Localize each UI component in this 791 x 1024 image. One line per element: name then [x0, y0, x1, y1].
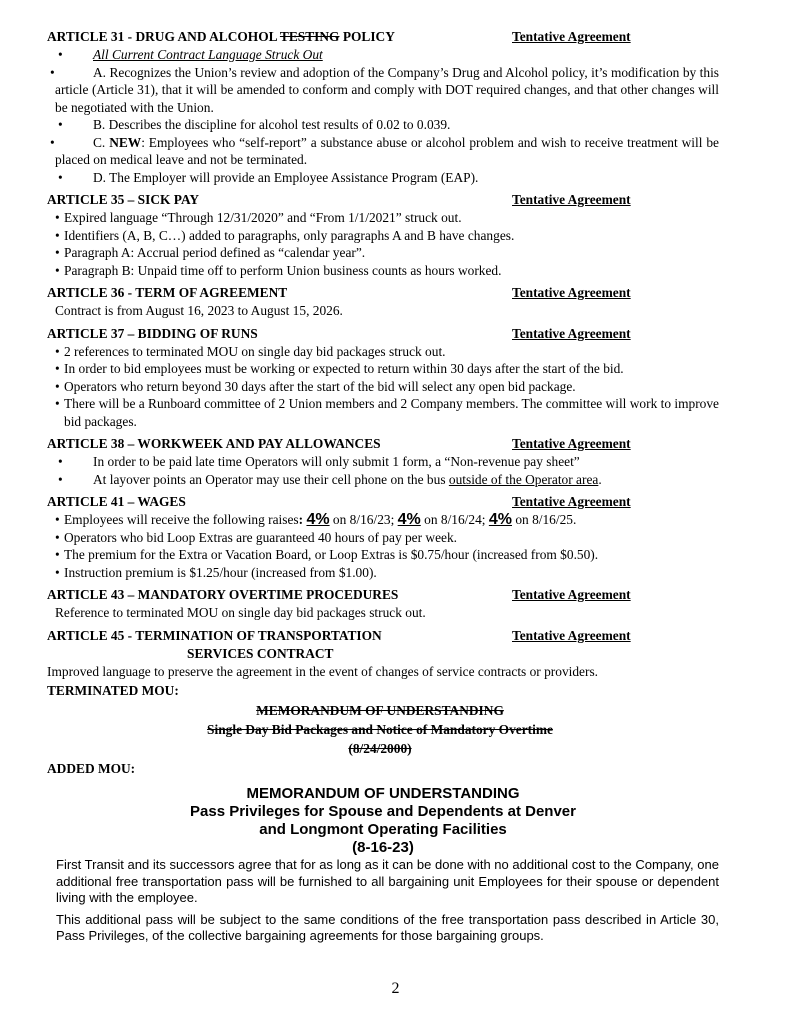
- bullet-icon: •: [55, 262, 60, 278]
- status-label: Tentative Agreement: [512, 627, 631, 643]
- item-text: Operators who return beyond 30 days after the start of the bid will select any open bid package.: [64, 378, 576, 394]
- item-text: C.: [93, 134, 110, 150]
- article-45: [47, 626, 719, 681]
- struck-word: TESTING: [279, 29, 340, 44]
- article-title: ARTICLE 41 – WAGES: [47, 494, 186, 509]
- article-title: ARTICLE 35 – SICK PAY: [47, 192, 200, 207]
- bullet-icon: •: [55, 210, 60, 225]
- article-header: [47, 434, 719, 453]
- article-title: ARTICLE 37 – BIDDING OF RUNS: [47, 325, 258, 341]
- bullet-icon: •: [55, 343, 60, 359]
- article-header: [47, 492, 719, 511]
- article-title: ARTICLE 45 - TERMINATION OF TRANSPORTATION: [47, 627, 382, 643]
- bullet-icon: •: [55, 547, 60, 562]
- bullet-icon: •: [55, 361, 60, 376]
- list-item: [47, 529, 719, 547]
- bullet-icon: •: [58, 471, 63, 487]
- bullet-icon: •: [58, 117, 63, 132]
- article-title: ARTICLE 38 – WORKWEEK AND PAY ALLOWANCES: [47, 436, 381, 451]
- title-text: POLICY: [339, 29, 395, 44]
- list-item: [47, 227, 719, 245]
- item-text: A. Recognizes the Union’s review and adoption of the Company’s Drug and Alcohol policy, it’s modification by this article (Article 31), that it will be amended to conform and comply with DOT required changes, and that other changes will be negotiated with the Union.: [55, 64, 719, 115]
- status-label: Tentative Agreement: [512, 494, 631, 509]
- item-text: In order to be paid late time Operators will only submit 1 form, a “Non-revenue pay sheet”: [93, 454, 580, 469]
- underlined-text: outside of the Operator area: [448, 471, 599, 487]
- article-36: [47, 283, 719, 320]
- status-label: Tentative Agreement: [512, 29, 631, 44]
- article-35: [47, 190, 719, 279]
- list-item: [47, 209, 719, 227]
- raise-percent: 4%: [306, 511, 330, 528]
- item-text: In order to bid employees must be working or expected to return within 30 days after the start of the bid.: [64, 361, 624, 376]
- bullet-icon: •: [55, 245, 60, 260]
- item-text: : Employees who “self-report” a substance abuse or alcohol problem and wish to receive treatment will be placed on medical leave and not be terminated.: [55, 134, 719, 167]
- bullet-icon: •: [55, 227, 60, 243]
- article-41: [47, 492, 719, 581]
- mou-title-line: and Longmont Operating Facilities: [259, 821, 507, 838]
- article-text: Reference to terminated MOU on single day bid packages struck out.: [55, 605, 426, 620]
- list-item: [47, 511, 719, 529]
- item-text: Paragraph B: Unpaid time off to perform Union business counts as hours worked.: [64, 262, 502, 278]
- status-label: Tentative Agreement: [512, 285, 631, 300]
- article-title: ARTICLE 43 – MANDATORY OVERTIME PROCEDURES: [47, 587, 399, 602]
- page-number: 2: [391, 980, 400, 997]
- terminated-mou-title: [41, 701, 719, 758]
- bullet-icon: •: [58, 454, 63, 469]
- list-item: [47, 360, 719, 378]
- terminated-mou-label: TERMINATED MOU:: [47, 683, 179, 698]
- item-text: Expired language “Through 12/31/2020” and “From 1/1/2021” struck out.: [64, 210, 462, 225]
- title-text: ARTICLE 31 - DRUG AND ALCOHOL: [47, 29, 280, 44]
- bullet-icon: •: [55, 512, 60, 527]
- bullet-icon: •: [55, 529, 60, 545]
- article-title: ARTICLE 36 - TERM OF AGREEMENT: [47, 285, 288, 300]
- item-text: Paragraph A: Accrual period defined as “calendar year”.: [64, 245, 366, 260]
- raise-date: on 8/16/25.: [511, 512, 577, 527]
- mou-title-line: MEMORANDUM OF UNDERSTANDING: [246, 785, 520, 802]
- list-item: [47, 64, 719, 117]
- bullet-icon: •: [55, 378, 60, 394]
- article-text: Contract is from August 16, 2023 to August 15, 2026.: [55, 303, 343, 318]
- item-text: B. Describes the discipline for alcohol test results of 0.02 to 0.039.: [93, 117, 451, 132]
- article-header: [47, 27, 719, 46]
- item-text: :: [298, 512, 307, 527]
- raise-percent: 4%: [488, 511, 512, 528]
- added-mou-label: ADDED MOU:: [47, 761, 136, 776]
- item-text: Operators who bid Loop Extras are guaranteed 40 hours of pay per week.: [64, 529, 458, 545]
- item-text: The premium for the Extra or Vacation Board, or Loop Extras is $0.75/hour (increased from $0.50).: [64, 547, 599, 562]
- article-title: [47, 27, 395, 46]
- list-item: [47, 453, 719, 471]
- document-page: [47, 27, 719, 945]
- bullet-icon: •: [58, 47, 63, 62]
- list-item: [47, 134, 719, 169]
- terminated-mou-line: MEMORANDUM OF UNDERSTANDING: [256, 703, 504, 718]
- raise-date: on 8/16/23;: [329, 512, 398, 527]
- item-text: All Current Contract Language Struck Out: [93, 47, 323, 62]
- item-text: 2 references to terminated MOU on single day bid packages struck out.: [64, 343, 446, 359]
- article-header: [47, 324, 719, 343]
- status-label: Tentative Agreement: [512, 587, 631, 602]
- item-text: Identifiers (A, B, C…) added to paragraphs, only paragraphs A and B have changes.: [64, 227, 515, 243]
- list-item: [47, 378, 719, 396]
- item-text: There will be a Runboard committee of 2 Union members and 2 Company members. The committee will work to improve bid packages.: [64, 396, 719, 429]
- bullet-icon: •: [50, 64, 55, 80]
- article-header: [47, 283, 719, 302]
- article-title-continued: SERVICES CONTRACT: [187, 645, 334, 661]
- item-text: D. The Employer will provide an Employee Assistance Program (EAP).: [93, 169, 479, 185]
- article-header: [47, 190, 719, 209]
- list-item: [47, 262, 719, 280]
- bullet-icon: •: [55, 564, 60, 580]
- bullet-icon: •: [50, 134, 55, 150]
- list-item: [47, 395, 719, 430]
- article-text: Improved language to preserve the agreement in the event of changes of service contracts or providers.: [47, 663, 599, 679]
- item-text: .: [598, 471, 602, 487]
- mou-title-line: Pass Privileges for Spouse and Dependents at Denver: [190, 803, 576, 820]
- terminated-mou-line: (8/24/2000): [348, 741, 412, 756]
- new-label: NEW: [109, 134, 142, 150]
- list-item: [47, 169, 719, 187]
- article-header: [47, 585, 719, 604]
- mou-paragraph: This additional pass will be subject to the same conditions of the free transportation pass described in Article 30, Pass Privileges, of the collective bargaining agreements for those bargaining groups.: [56, 911, 719, 943]
- list-item: [47, 546, 719, 564]
- list-item: [47, 46, 719, 64]
- status-label: Tentative Agreement: [512, 192, 631, 207]
- list-item: [47, 471, 719, 489]
- mou-paragraph: First Transit and its successors agree that for as long as it can be done with no additional cost to the Company, one additional free transportation pass will be furnished to all bargaining unit Employees for their spouse or dependent living with the employee.: [56, 857, 719, 905]
- article-43: [47, 585, 719, 622]
- status-label: Tentative Agreement: [512, 436, 631, 451]
- list-item: [47, 343, 719, 361]
- raise-percent: 4%: [397, 511, 421, 528]
- status-label: Tentative Agreement: [512, 325, 631, 341]
- mou-date: (8-16-23): [352, 839, 414, 856]
- item-text: Instruction premium is $1.25/hour (increased from $1.00).: [64, 564, 377, 580]
- added-mou-title: [47, 785, 719, 857]
- raise-date: on 8/16/24;: [420, 512, 489, 527]
- item-text: At layover points an Operator may use their cell phone on the bus: [93, 471, 449, 487]
- item-text: Employees will receive the following raises: [64, 512, 299, 527]
- article-header: [47, 626, 719, 645]
- list-item: [47, 564, 719, 582]
- bullet-icon: •: [58, 169, 63, 185]
- article-37: [47, 324, 719, 431]
- list-item: [47, 116, 719, 134]
- article-38: [47, 434, 719, 488]
- terminated-mou-line: Single Day Bid Packages and Notice of Mandatory Overtime: [207, 722, 553, 737]
- bullet-icon: •: [55, 396, 60, 411]
- article-31: [47, 27, 719, 186]
- list-item: [47, 244, 719, 262]
